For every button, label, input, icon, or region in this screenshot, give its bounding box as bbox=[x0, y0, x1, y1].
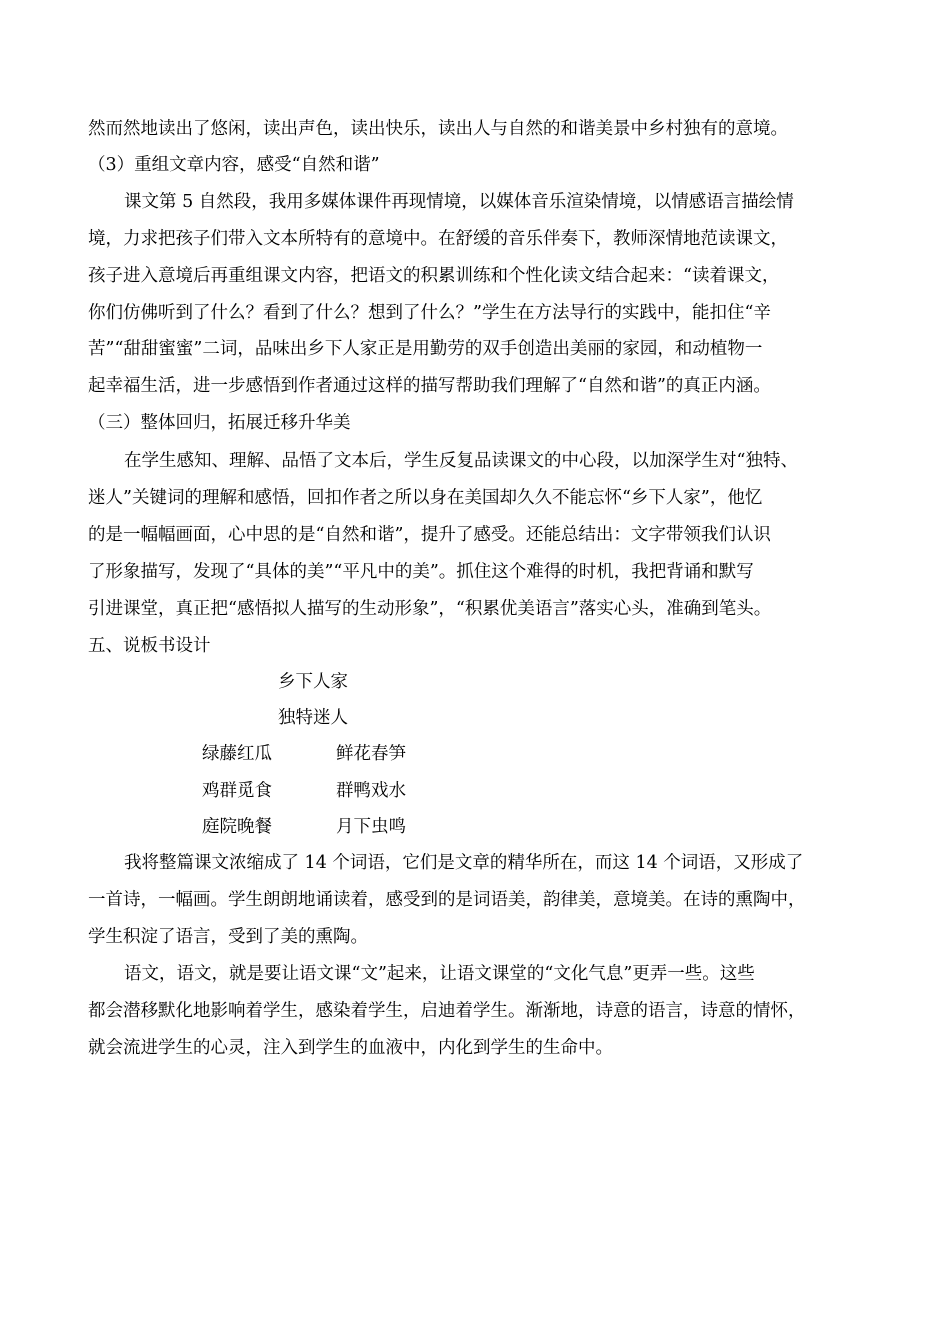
board-term: 鸡群觅食 bbox=[202, 781, 272, 801]
sub-heading: （三）整体回归，拓展迁移升华美 bbox=[88, 413, 351, 433]
text-line: 在学生感知、理解、品悟了文本后，学生反复品读课文的中心段，以加深学生对“独特、 bbox=[124, 451, 798, 471]
text-line: 起幸福生活，进一步感悟到作者通过这样的描写帮助我们理解了“自然和谐”的真正内涵。 bbox=[88, 376, 771, 396]
sub-heading: （3）重组文章内容，感受“自然和谐” bbox=[88, 155, 380, 175]
text-line: 课文第 5 自然段，我用多媒体课件再现情境，以媒体音乐渲染情境，以情感语言描绘情 bbox=[124, 192, 794, 212]
board-subtitle: 独特迷人 bbox=[278, 708, 348, 728]
board-term: 月下虫鸣 bbox=[336, 817, 406, 837]
board-title: 乡下人家 bbox=[278, 672, 348, 692]
section-heading: 五、说板书设计 bbox=[88, 636, 211, 656]
text-line: 引进课堂，真正把“感悟拟人描写的生动形象”，“积累优美语言”落实心头，准确到笔头。 bbox=[88, 599, 772, 619]
text-line: 然而然地读出了悠闲，读出声色，读出快乐，读出人与自然的和谐美景中乡村独有的意境。 bbox=[88, 119, 788, 139]
text-line: 了形象描写，发现了“具体的美”“平凡中的美”。抓住这个难得的时机，我把背诵和默写 bbox=[88, 562, 754, 582]
text-line: 你们仿佛听到了什么？看到了什么？想到了什么？”学生在方法导行的实践中，能扣住“辛 bbox=[88, 303, 771, 323]
text-line: 境，力求把孩子们带入文本所特有的意境中。在舒缓的音乐伴奏下，教师深情地范读课文， bbox=[88, 229, 788, 249]
board-term: 鲜花春笋 bbox=[336, 744, 406, 764]
text-line: 一首诗，一幅画。学生朗朗地诵读着，感受到的是词语美，韵律美，意境美。在诗的熏陶中， bbox=[88, 890, 806, 910]
text-line: 就会流进学生的心灵，注入到学生的血液中，内化到学生的生命中。 bbox=[88, 1038, 613, 1058]
text-line: 都会潜移默化地影响着学生，感染着学生，启迪着学生。渐渐地，诗意的语言，诗意的情怀， bbox=[88, 1001, 806, 1021]
board-term: 群鸭戏水 bbox=[336, 781, 406, 801]
text-line: 苦”“甜甜蜜蜜”二词，品味出乡下人家正是用勤劳的双手创造出美丽的家园，和动植物一 bbox=[88, 339, 763, 359]
board-term: 庭院晚餐 bbox=[202, 817, 272, 837]
text-line: 语文，语文，就是要让语文课“文”起来，让语文课堂的“文化气息”更弄一些。这些 bbox=[124, 964, 755, 984]
board-term: 绿藤红瓜 bbox=[202, 744, 272, 764]
text-line: 的是一幅幅画面，心中思的是“自然和谐”，提升了感受。还能总结出：文字带领我们认识 bbox=[88, 525, 771, 545]
text-line: 我将整篇课文浓缩成了 14 个词语，它们是文章的精华所在，而这 14 个词语，又形成了 bbox=[124, 853, 804, 873]
text-line: 迷人”关键词的理解和感悟，回扣作者之所以身在美国却久久不能忘怀“乡下人家”，他忆 bbox=[88, 488, 763, 508]
text-line: 学生积淀了语言，受到了美的熏陶。 bbox=[88, 927, 368, 947]
text-line: 孩子进入意境后再重组课文内容，把语文的积累训练和个性化读文结合起来：“读着课文， bbox=[88, 266, 780, 286]
